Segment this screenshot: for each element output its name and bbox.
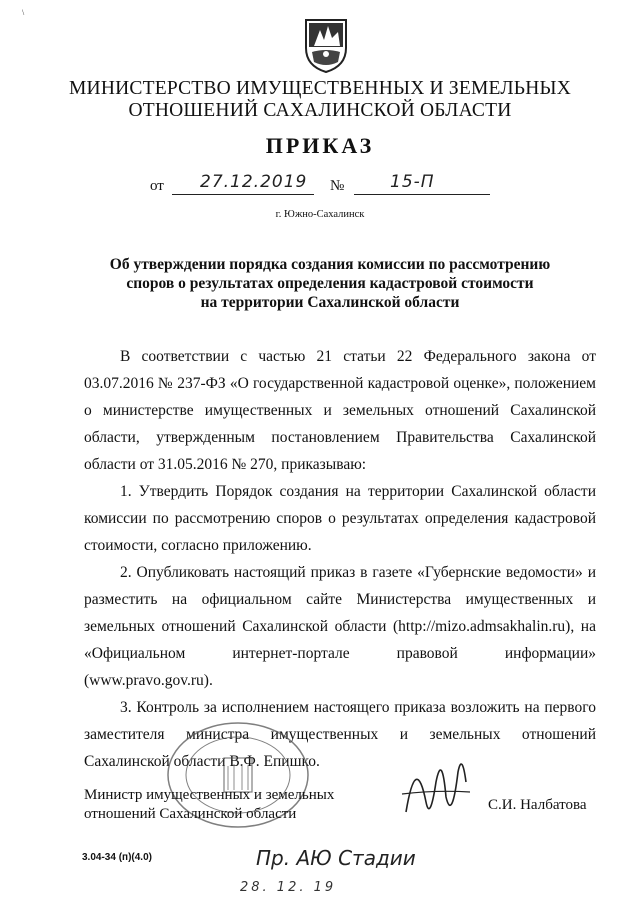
- coat-of-arms-icon: [302, 18, 350, 74]
- signature-icon: [396, 742, 476, 832]
- number-label: №: [330, 178, 345, 194]
- preamble-paragraph: В соответствии с частью 21 статьи 22 Федерального закона от 03.07.2016 № 237-ФЗ «О государственной кадастровой оценке», положением о министерстве имущественных и земельных отношений Сахалинской области, утвержденным постановлением Правительства Сахалинской области от 31.05.2016 № 270, приказываю:: [84, 348, 596, 473]
- subject-line1: Об утверждении порядка создания комиссии по рассмотрению: [109, 256, 551, 273]
- subject-line3: на территории Сахалинской области: [200, 294, 460, 311]
- city: г. Южно-Сахалинск: [275, 209, 365, 220]
- date-label: от: [150, 178, 164, 194]
- ministry-name-line1: МИНИСТЕРСТВО ИМУЩЕСТВЕННЫХ И ЗЕМЕЛЬНЫХ: [69, 78, 571, 99]
- handwritten-date: 28. 12. 19: [240, 880, 337, 895]
- signatory-title: [84, 786, 334, 824]
- number-underline: [354, 194, 490, 195]
- ministry-name-line2: ОТНОШЕНИЙ САХАЛИНСКОЙ ОБЛАСТИ: [128, 100, 512, 121]
- handwritten-note: Пр. АЮ Стадии: [256, 846, 416, 870]
- signatory-name: С.И. Налбатова: [488, 797, 587, 813]
- document-type: ПРИКАЗ: [265, 133, 375, 158]
- subject-line2: споров о результатах определения кадастровой стоимости: [126, 275, 534, 292]
- corner-mark: \: [22, 8, 25, 17]
- item-2-paragraph: 2. Опубликовать настоящий приказ в газете «Губернские ведомости» и разместить на официальном сайте Министерства имущественных и земельных отношений Сахалинской области (http://mizo.admsakhalin.ru), на «Официальном интернет-портале правовой информации» (www.pravo.gov.ru).: [84, 564, 596, 689]
- document-body: [84, 343, 596, 775]
- date-number-line: [150, 172, 510, 198]
- item-3-paragraph: 3. Контроль за исполнением настоящего приказа возложить на первого заместителя министра имущественных и земельных отношений Сахалинской области В.Ф. Епишко.: [84, 699, 596, 770]
- document-subject: [60, 255, 600, 312]
- date-underline: [172, 194, 314, 195]
- signatory-title-line1: Министр имущественных и земельных: [84, 787, 335, 803]
- document-code: 3.04-34 (п)(4.0): [82, 852, 152, 863]
- number-value: 15-П: [390, 172, 435, 192]
- date-value: 27.12.2019: [200, 172, 308, 192]
- item-1-paragraph: 1. Утвердить Порядок создания на территории Сахалинской области комиссии по рассмотрению споров о результатах определения кадастровой стоимости, согласно приложению.: [84, 483, 596, 554]
- ministry-name: [0, 78, 640, 122]
- signatory-title-line2: отношений Сахалинской области: [84, 806, 297, 822]
